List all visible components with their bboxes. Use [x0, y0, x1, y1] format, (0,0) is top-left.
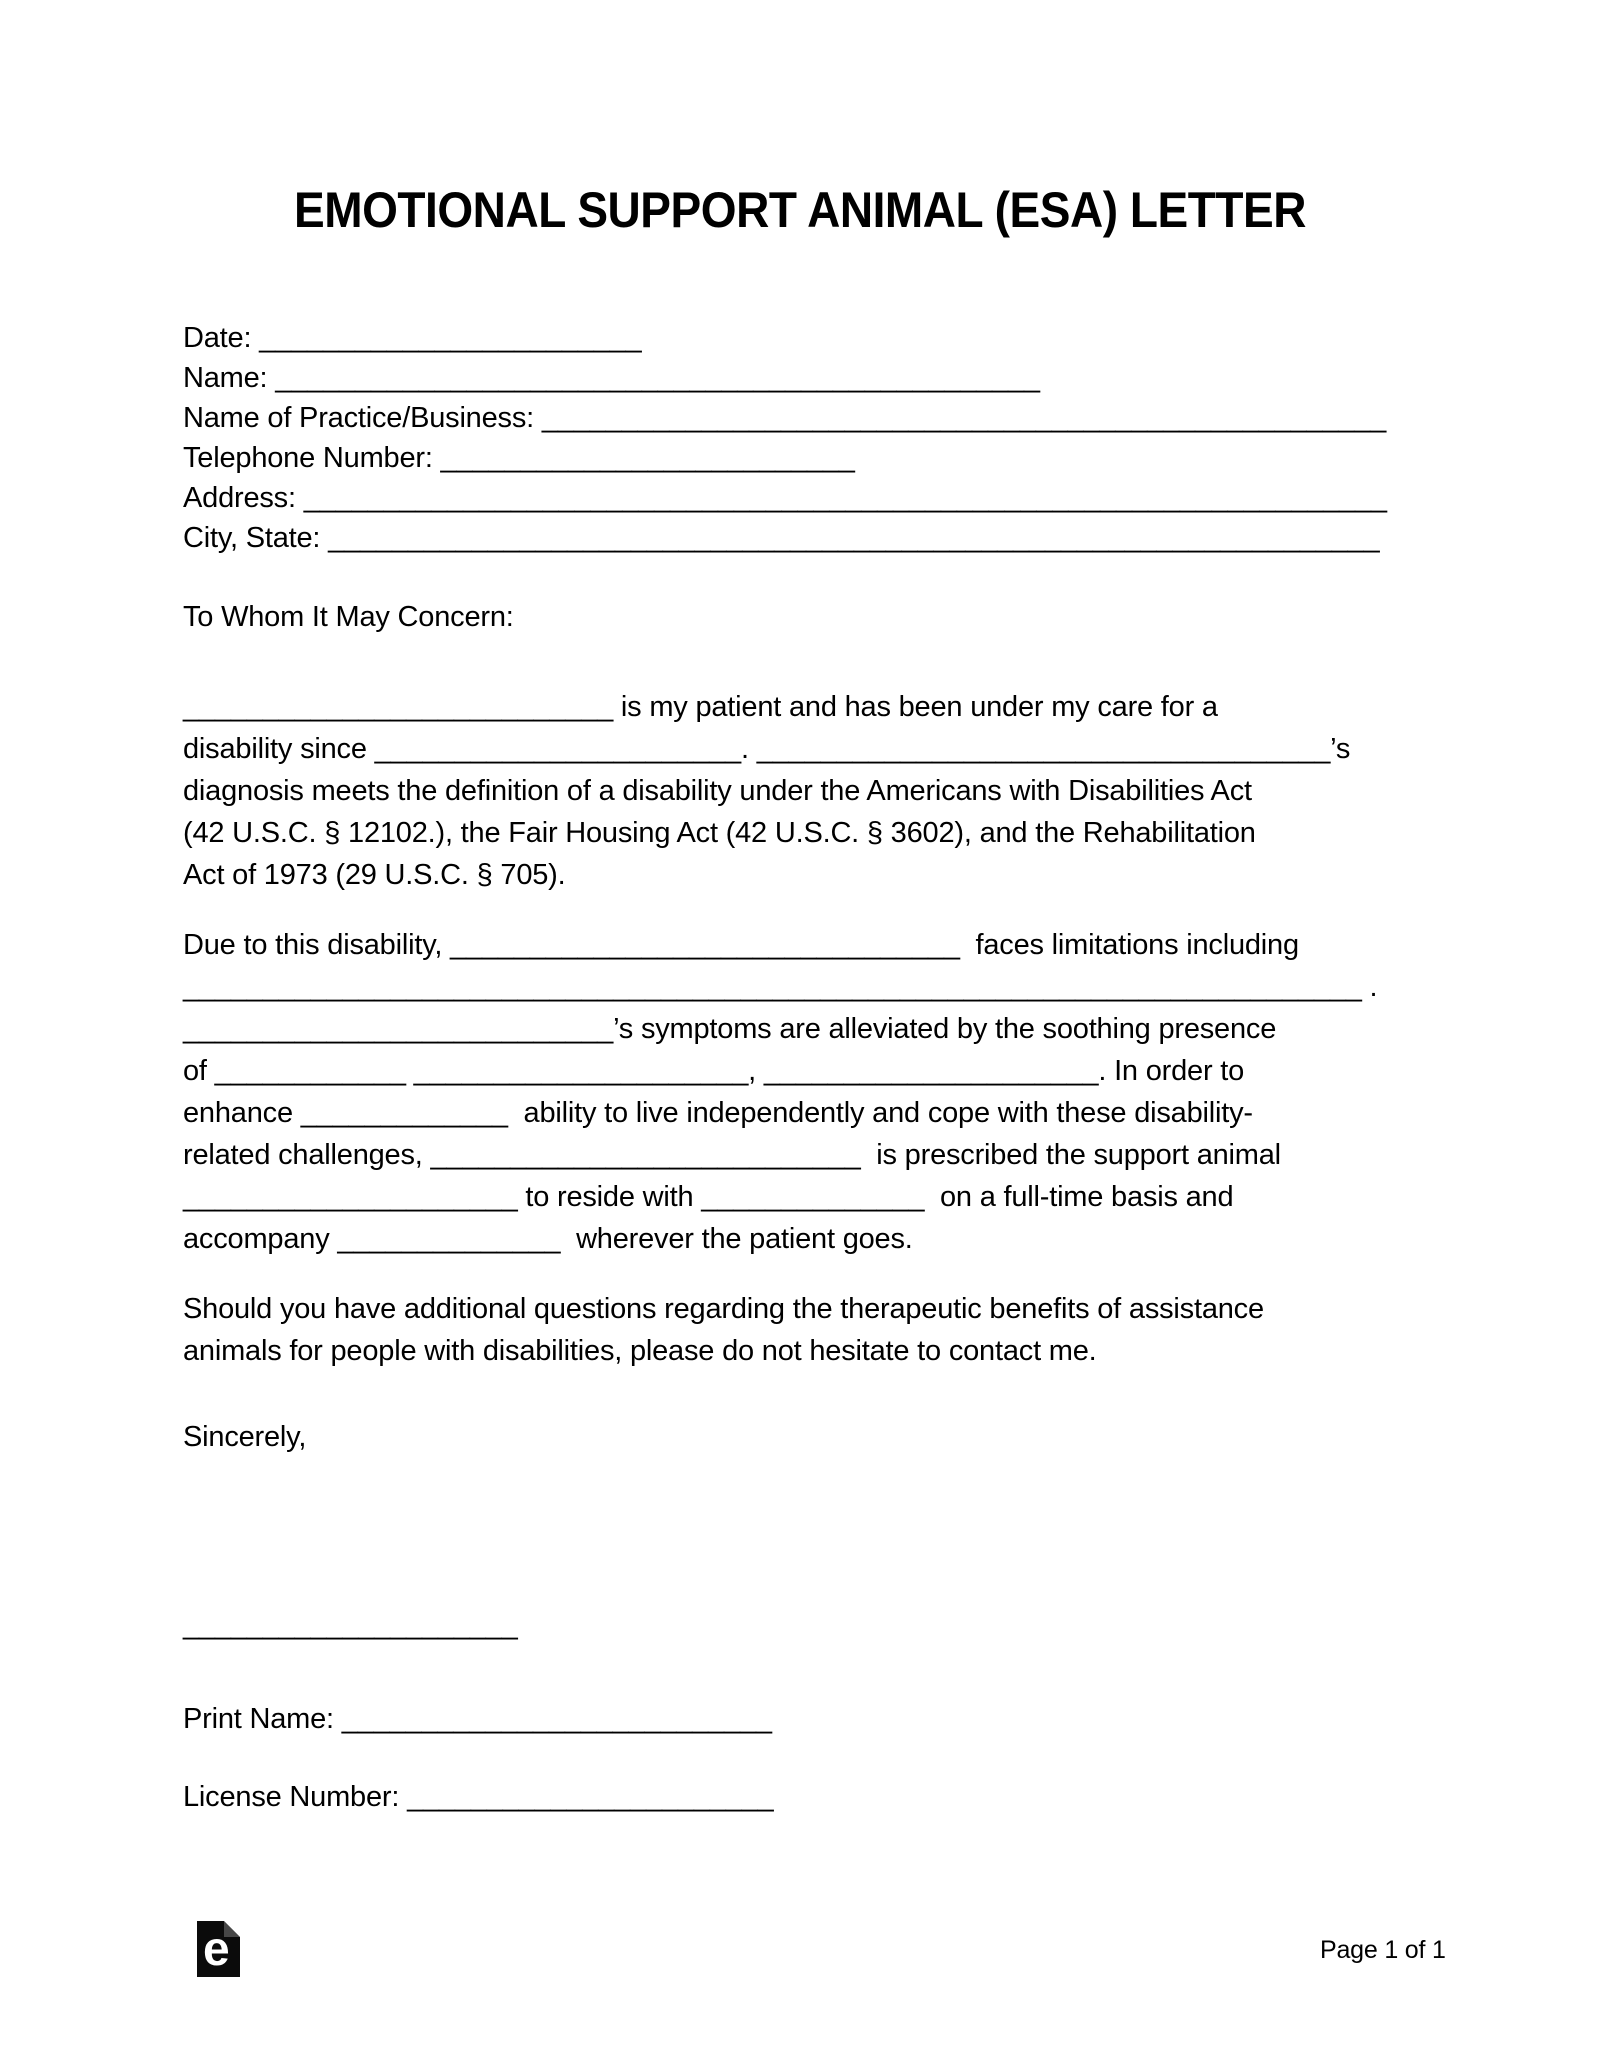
paragraph-line: ___________________________ is my patient and has been under my care for a	[183, 691, 1218, 723]
paragraph-line: accompany ______________ wherever the patient goes.	[183, 1223, 913, 1255]
paragraph-limitations-prescription	[183, 924, 1443, 1260]
field-line-practice-business: Name of Practice/Business: _____________________________________________________	[183, 402, 1387, 434]
field-line-date: Date: ________________________	[183, 322, 642, 354]
print-name-line	[183, 1698, 1443, 1740]
signature-underscores: _____________________	[183, 1609, 518, 1641]
field-line-telephone: Telephone Number: __________________________	[183, 442, 855, 474]
paragraph-line: of ____________ _____________________, _____________________. In order to	[183, 1055, 1245, 1087]
paragraph-line: (42 U.S.C. § 12102.), the Fair Housing Act (42 U.S.C. § 3602), and the Rehabilitation	[183, 817, 1256, 849]
signature-blank-line	[183, 1604, 1443, 1646]
document-title-text: EMOTIONAL SUPPORT ANIMAL (ESA) LETTER	[293, 182, 1307, 238]
eforms-document-icon	[197, 1921, 240, 1977]
document-icon-letter: e	[203, 1923, 230, 1976]
closing	[183, 1416, 1443, 1458]
paragraph-line: _____________________ to reside with ______________ on a full-time basis and	[183, 1181, 1234, 1213]
paragraph-line: __________________________________________________________________________ .	[183, 971, 1378, 1003]
license-number-text: License Number: _______________________	[183, 1781, 774, 1813]
paragraph-diagnosis	[183, 686, 1443, 896]
paragraph-line: ___________________________’s symptoms are alleviated by the soothing presence	[183, 1013, 1277, 1045]
header-fields	[183, 318, 1443, 558]
salutation	[183, 596, 1443, 638]
document-title	[0, 180, 1600, 240]
paragraph-line: animals for people with disabilities, please do not hesitate to contact me.	[183, 1335, 1097, 1367]
paragraph-line: Due to this disability, ________________________________ faces limitations including	[183, 929, 1299, 961]
paragraph-line: disability since _______________________. ____________________________________’s	[183, 733, 1351, 765]
field-line-address: Address: ____________________________________________________________________	[183, 482, 1387, 514]
salutation-text: To Whom It May Concern:	[183, 601, 514, 633]
paragraph-line: related challenges, ___________________________ is prescribed the support animal	[183, 1139, 1281, 1171]
paragraph-line: Act of 1973 (29 U.S.C. § 705).	[183, 859, 566, 891]
field-line-name: Name: ________________________________________________	[183, 362, 1040, 394]
field-line-city-state: City, State: __________________________________________________________________	[183, 522, 1380, 554]
paragraph-additional-questions	[183, 1288, 1443, 1372]
paragraph-line: Should you have additional questions regarding the therapeutic benefits of assistance	[183, 1293, 1264, 1325]
paragraph-line: enhance _____________ ability to live independently and cope with these disability-	[183, 1097, 1253, 1129]
print-name-text: Print Name: ___________________________	[183, 1703, 772, 1735]
page-indicator: Page 1 of 1	[1320, 1936, 1446, 1964]
closing-text: Sincerely,	[183, 1421, 307, 1453]
paragraph-line: diagnosis meets the definition of a disability under the Americans with Disabilities Act	[183, 775, 1252, 807]
license-number-line	[183, 1776, 1443, 1818]
